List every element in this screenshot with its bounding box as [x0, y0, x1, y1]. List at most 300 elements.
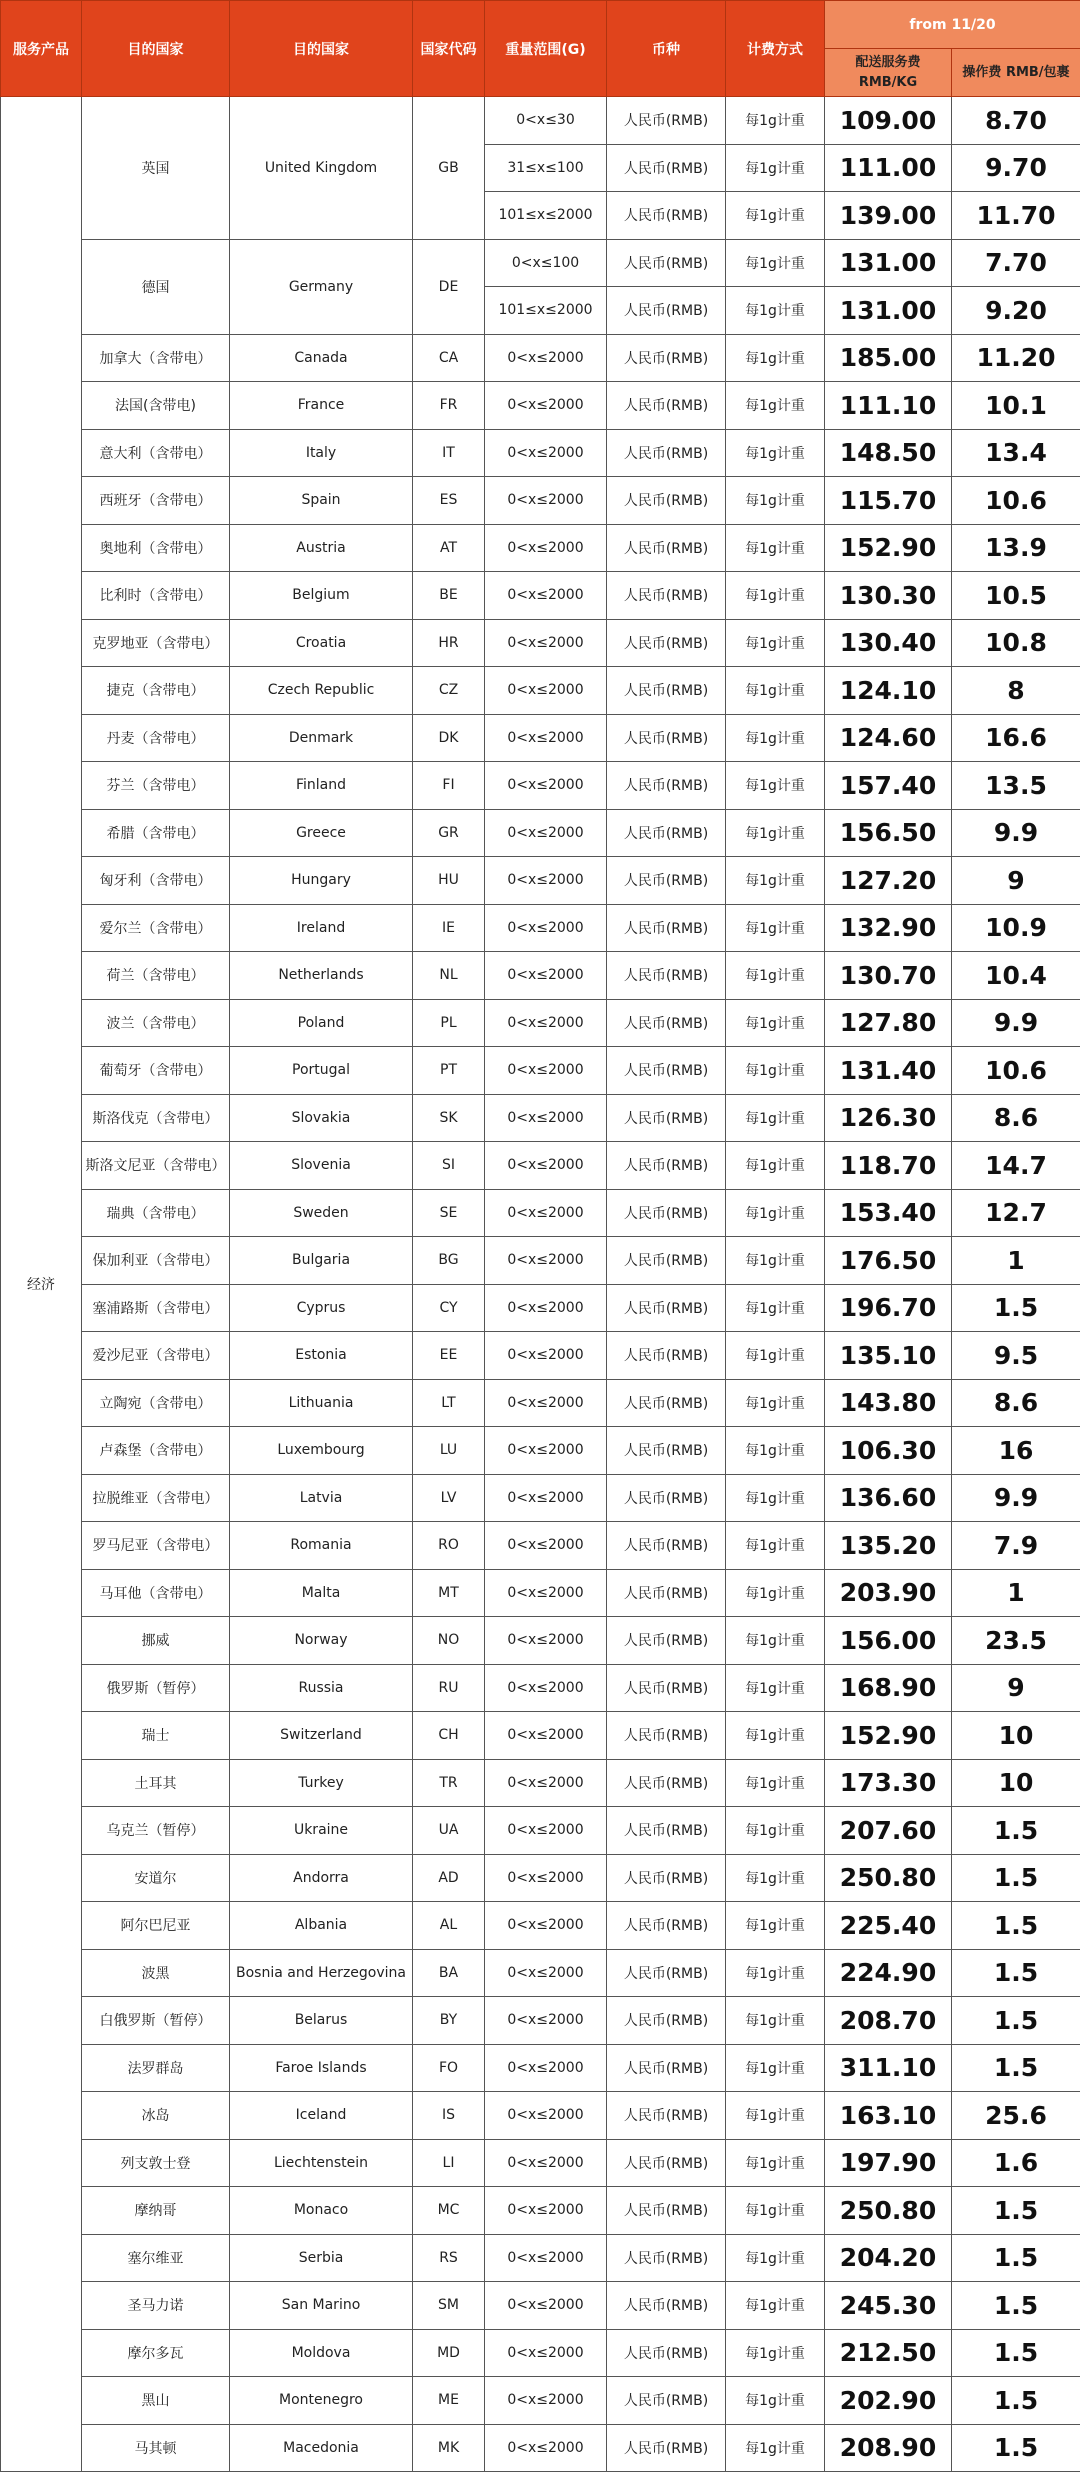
- billing-method: 每1g计重: [726, 619, 825, 667]
- country-name-cn: 波黑: [82, 1949, 230, 1997]
- billing-method: 每1g计重: [726, 1379, 825, 1427]
- country-code: PL: [413, 999, 485, 1047]
- currency: 人民币(RMB): [607, 1997, 726, 2045]
- country-code: GR: [413, 809, 485, 857]
- currency: 人民币(RMB): [607, 999, 726, 1047]
- handling-fee-value: 1: [952, 1569, 1080, 1617]
- weight-range: 0<x≤2000: [485, 2187, 607, 2235]
- billing-method: 每1g计重: [726, 1189, 825, 1237]
- country-name-cn: 列支敦士登: [82, 2139, 230, 2187]
- weight-range: 0<x≤2000: [485, 1617, 607, 1665]
- country-name-cn: 克罗地亚（含带电）: [82, 619, 230, 667]
- billing-method: 每1g计重: [726, 2424, 825, 2472]
- country-name-en: Spain: [230, 477, 413, 525]
- country-code: ME: [413, 2377, 485, 2425]
- country-name-en: Switzerland: [230, 1712, 413, 1760]
- country-name-cn: 葡萄牙（含带电）: [82, 1047, 230, 1095]
- weight-range: 0<x≤2000: [485, 1284, 607, 1332]
- country-name-en: Albania: [230, 1902, 413, 1950]
- currency: 人民币(RMB): [607, 2092, 726, 2140]
- country-name-en: Montenegro: [230, 2377, 413, 2425]
- country-name-cn: 爱沙尼亚（含带电）: [82, 1332, 230, 1380]
- weight-range: 0<x≤2000: [485, 1854, 607, 1902]
- country-name-en: Ireland: [230, 904, 413, 952]
- table-row: [1, 952, 1080, 1000]
- weight-range: 0<x≤2000: [485, 1189, 607, 1237]
- currency: 人民币(RMB): [607, 2377, 726, 2425]
- handling-fee-value: 10.1: [952, 382, 1080, 430]
- handling-fee-value: 14.7: [952, 1142, 1080, 1190]
- table-row: [1, 1617, 1080, 1665]
- billing-method: 每1g计重: [726, 1617, 825, 1665]
- handling-fee-value: 13.5: [952, 762, 1080, 810]
- weight-range: 0<x≤2000: [485, 429, 607, 477]
- country-name-en: Moldova: [230, 2329, 413, 2377]
- billing-method: 每1g计重: [726, 2282, 825, 2330]
- country-name-en: Norway: [230, 1617, 413, 1665]
- handling-fee-value: 1.5: [952, 2377, 1080, 2425]
- country-name-en: Serbia: [230, 2234, 413, 2282]
- handling-fee-value: 10: [952, 1712, 1080, 1760]
- country-code: LV: [413, 1474, 485, 1522]
- delivery-fee-value: 148.50: [825, 429, 952, 477]
- currency: 人民币(RMB): [607, 1522, 726, 1570]
- table-row: [1, 2234, 1080, 2282]
- country-name-cn: 荷兰（含带电）: [82, 952, 230, 1000]
- delivery-fee-value: 111.10: [825, 382, 952, 430]
- delivery-fee-value: 208.70: [825, 1997, 952, 2045]
- delivery-fee-value: 136.60: [825, 1474, 952, 1522]
- billing-method: 每1g计重: [726, 192, 825, 240]
- billing-method: 每1g计重: [726, 1522, 825, 1570]
- table-row: [1, 1854, 1080, 1902]
- country-name-cn: 奥地利（含带电）: [82, 524, 230, 572]
- weight-range: 0<x≤2000: [485, 999, 607, 1047]
- country-name-cn: 土耳其: [82, 1759, 230, 1807]
- country-code: RU: [413, 1664, 485, 1712]
- country-code: IT: [413, 429, 485, 477]
- handling-fee-value: 7.70: [952, 239, 1080, 287]
- country-name-en: Finland: [230, 762, 413, 810]
- handling-fee-value: 1.6: [952, 2139, 1080, 2187]
- billing-method: 每1g计重: [726, 334, 825, 382]
- delivery-fee-value: 135.20: [825, 1522, 952, 1570]
- billing-method: 每1g计重: [726, 2187, 825, 2235]
- billing-method: 每1g计重: [726, 904, 825, 952]
- weight-range: 0<x≤2000: [485, 1759, 607, 1807]
- country-name-cn: 阿尔巴尼亚: [82, 1902, 230, 1950]
- weight-range: 0<x≤2000: [485, 952, 607, 1000]
- table-row: [1, 1807, 1080, 1855]
- country-name-cn: 爱尔兰（含带电）: [82, 904, 230, 952]
- currency: 人民币(RMB): [607, 97, 726, 145]
- delivery-fee-value: 130.40: [825, 619, 952, 667]
- delivery-fee-value: 124.60: [825, 714, 952, 762]
- currency: 人民币(RMB): [607, 1427, 726, 1475]
- country-name-cn: 冰岛: [82, 2092, 230, 2140]
- country-name-en: Sweden: [230, 1189, 413, 1237]
- billing-method: 每1g计重: [726, 429, 825, 477]
- billing-method: 每1g计重: [726, 477, 825, 525]
- weight-range: 31≤x≤100: [485, 144, 607, 192]
- delivery-fee-value: 250.80: [825, 2187, 952, 2235]
- currency: 人民币(RMB): [607, 2187, 726, 2235]
- handling-fee-value: 1: [952, 1237, 1080, 1285]
- delivery-fee-value: 152.90: [825, 1712, 952, 1760]
- billing-method: 每1g计重: [726, 2377, 825, 2425]
- delivery-fee-value: 202.90: [825, 2377, 952, 2425]
- country-name-en: Slovenia: [230, 1142, 413, 1190]
- delivery-fee-value: 127.80: [825, 999, 952, 1047]
- handling-fee-value: 25.6: [952, 2092, 1080, 2140]
- country-name-cn: 丹麦（含带电）: [82, 714, 230, 762]
- delivery-fee-value: 143.80: [825, 1379, 952, 1427]
- billing-method: 每1g计重: [726, 1664, 825, 1712]
- handling-fee-value: 9: [952, 857, 1080, 905]
- country-name-en: Liechtenstein: [230, 2139, 413, 2187]
- weight-range: 0<x≤2000: [485, 1664, 607, 1712]
- country-name-en: Czech Republic: [230, 667, 413, 715]
- country-name-en: Poland: [230, 999, 413, 1047]
- handling-fee-value: 10.9: [952, 904, 1080, 952]
- weight-range: 101≤x≤2000: [485, 287, 607, 335]
- delivery-fee-value: 225.40: [825, 1902, 952, 1950]
- billing-method: 每1g计重: [726, 1094, 825, 1142]
- handling-fee-value: 16.6: [952, 714, 1080, 762]
- currency: 人民币(RMB): [607, 904, 726, 952]
- country-name-cn: 法国(含带电): [82, 382, 230, 430]
- billing-method: 每1g计重: [726, 1569, 825, 1617]
- country-name-en: San Marino: [230, 2282, 413, 2330]
- currency: 人民币(RMB): [607, 2329, 726, 2377]
- country-name-cn: 摩尔多瓦: [82, 2329, 230, 2377]
- handling-fee-value: 9.5: [952, 1332, 1080, 1380]
- handling-fee-value: 7.9: [952, 1522, 1080, 1570]
- country-code: FI: [413, 762, 485, 810]
- weight-range: 0<x≤2000: [485, 1237, 607, 1285]
- country-name-en: Bulgaria: [230, 1237, 413, 1285]
- handling-fee-value: 10.8: [952, 619, 1080, 667]
- table-row: [1, 1712, 1080, 1760]
- country-code: BA: [413, 1949, 485, 1997]
- delivery-fee-value: 118.70: [825, 1142, 952, 1190]
- table-row: [1, 2092, 1080, 2140]
- country-name-en: Slovakia: [230, 1094, 413, 1142]
- billing-method: 每1g计重: [726, 809, 825, 857]
- country-name-en: Belarus: [230, 1997, 413, 2045]
- weight-range: 0<x≤2000: [485, 2329, 607, 2377]
- billing-method: 每1g计重: [726, 1712, 825, 1760]
- currency: 人民币(RMB): [607, 287, 726, 335]
- table-row: [1, 239, 1080, 287]
- country-code: MD: [413, 2329, 485, 2377]
- country-code: LI: [413, 2139, 485, 2187]
- country-code: DK: [413, 714, 485, 762]
- currency: 人民币(RMB): [607, 762, 726, 810]
- table-row: [1, 999, 1080, 1047]
- country-code: FO: [413, 2044, 485, 2092]
- table-row: [1, 1949, 1080, 1997]
- currency: 人民币(RMB): [607, 192, 726, 240]
- handling-fee-value: 8.6: [952, 1379, 1080, 1427]
- table-row: [1, 2044, 1080, 2092]
- country-name-cn: 马其顿: [82, 2424, 230, 2472]
- country-name-en: France: [230, 382, 413, 430]
- delivery-fee-value: 207.60: [825, 1807, 952, 1855]
- weight-range: 0<x≤2000: [485, 1474, 607, 1522]
- country-name-en: Latvia: [230, 1474, 413, 1522]
- header-handling-fee: 操作费 RMB/包裹: [952, 49, 1080, 97]
- currency: 人民币(RMB): [607, 429, 726, 477]
- country-name-en: Iceland: [230, 2092, 413, 2140]
- country-name-en: Germany: [230, 239, 413, 334]
- table-row: [1, 1522, 1080, 1570]
- country-name-cn: 斯洛文尼亚（含带电）: [82, 1142, 230, 1190]
- weight-range: 0<x≤2000: [485, 1949, 607, 1997]
- country-code: SI: [413, 1142, 485, 1190]
- delivery-fee-value: 131.00: [825, 287, 952, 335]
- billing-method: 每1g计重: [726, 1332, 825, 1380]
- country-code: MK: [413, 2424, 485, 2472]
- billing-method: 每1g计重: [726, 762, 825, 810]
- country-code: BG: [413, 1237, 485, 1285]
- table-row: [1, 477, 1080, 525]
- table-row: [1, 1379, 1080, 1427]
- country-code: HU: [413, 857, 485, 905]
- country-code: SK: [413, 1094, 485, 1142]
- delivery-fee-value: 135.10: [825, 1332, 952, 1380]
- table-row: [1, 809, 1080, 857]
- weight-range: 0<x≤2000: [485, 2377, 607, 2425]
- delivery-fee-value: 173.30: [825, 1759, 952, 1807]
- billing-method: 每1g计重: [726, 382, 825, 430]
- handling-fee-value: 8: [952, 667, 1080, 715]
- weight-range: 0<x≤2000: [485, 1569, 607, 1617]
- country-name-en: Russia: [230, 1664, 413, 1712]
- delivery-fee-value: 245.30: [825, 2282, 952, 2330]
- weight-range: 0<x≤2000: [485, 2282, 607, 2330]
- billing-method: 每1g计重: [726, 1807, 825, 1855]
- table-row: [1, 619, 1080, 667]
- currency: 人民币(RMB): [607, 144, 726, 192]
- currency: 人民币(RMB): [607, 1902, 726, 1950]
- country-code: EE: [413, 1332, 485, 1380]
- country-name-cn: 挪威: [82, 1617, 230, 1665]
- country-code: SM: [413, 2282, 485, 2330]
- country-name-cn: 塞尔维亚: [82, 2234, 230, 2282]
- country-code: MC: [413, 2187, 485, 2235]
- country-name-cn: 罗马尼亚（含带电）: [82, 1522, 230, 1570]
- country-code: IE: [413, 904, 485, 952]
- country-name-en: Macedonia: [230, 2424, 413, 2472]
- handling-fee-value: 13.9: [952, 524, 1080, 572]
- billing-method: 每1g计重: [726, 2044, 825, 2092]
- delivery-fee-value: 130.70: [825, 952, 952, 1000]
- weight-range: 0<x≤2000: [485, 1997, 607, 2045]
- currency: 人民币(RMB): [607, 619, 726, 667]
- weight-range: 0<x≤2000: [485, 334, 607, 382]
- header-destination-cn: 目的国家: [82, 1, 230, 97]
- delivery-fee-value: 131.00: [825, 239, 952, 287]
- currency: 人民币(RMB): [607, 1569, 726, 1617]
- country-code: CH: [413, 1712, 485, 1760]
- delivery-fee-value: 109.00: [825, 97, 952, 145]
- weight-range: 0<x≤2000: [485, 572, 607, 620]
- country-name-cn: 意大利（含带电）: [82, 429, 230, 477]
- weight-range: 0<x≤2000: [485, 1047, 607, 1095]
- country-name-en: Greece: [230, 809, 413, 857]
- country-name-cn: 芬兰（含带电）: [82, 762, 230, 810]
- weight-range: 0<x≤2000: [485, 477, 607, 525]
- weight-range: 0<x≤2000: [485, 619, 607, 667]
- weight-range: 0<x≤2000: [485, 1094, 607, 1142]
- weight-range: 0<x≤2000: [485, 382, 607, 430]
- handling-fee-value: 9.70: [952, 144, 1080, 192]
- country-code: TR: [413, 1759, 485, 1807]
- handling-fee-value: 1.5: [952, 2187, 1080, 2235]
- handling-fee-value: 11.70: [952, 192, 1080, 240]
- currency: 人民币(RMB): [607, 1617, 726, 1665]
- country-name-cn: 加拿大（含带电）: [82, 334, 230, 382]
- weight-range: 0<x≤2000: [485, 857, 607, 905]
- table-row: [1, 334, 1080, 382]
- country-name-en: Denmark: [230, 714, 413, 762]
- country-name-en: Portugal: [230, 1047, 413, 1095]
- weight-range: 0<x≤2000: [485, 1807, 607, 1855]
- handling-fee-value: 1.5: [952, 2424, 1080, 2472]
- country-code: LT: [413, 1379, 485, 1427]
- weight-range: 0<x≤2000: [485, 714, 607, 762]
- country-code: RS: [413, 2234, 485, 2282]
- table-row: [1, 2377, 1080, 2425]
- country-name-cn: 斯洛伐克（含带电）: [82, 1094, 230, 1142]
- country-name-cn: 西班牙（含带电）: [82, 477, 230, 525]
- table-row: [1, 1189, 1080, 1237]
- table-row: [1, 1474, 1080, 1522]
- billing-method: 每1g计重: [726, 1284, 825, 1332]
- table-row: [1, 1997, 1080, 2045]
- delivery-fee-value: 163.10: [825, 2092, 952, 2140]
- billing-method: 每1g计重: [726, 1237, 825, 1285]
- weight-range: 0<x≤2000: [485, 904, 607, 952]
- handling-fee-value: 1.5: [952, 2329, 1080, 2377]
- currency: 人民币(RMB): [607, 382, 726, 430]
- country-code: CZ: [413, 667, 485, 715]
- delivery-fee-value: 156.00: [825, 1617, 952, 1665]
- currency: 人民币(RMB): [607, 1712, 726, 1760]
- country-name-en: Croatia: [230, 619, 413, 667]
- billing-method: 每1g计重: [726, 239, 825, 287]
- billing-method: 每1g计重: [726, 667, 825, 715]
- country-name-en: Hungary: [230, 857, 413, 905]
- currency: 人民币(RMB): [607, 857, 726, 905]
- country-name-en: Netherlands: [230, 952, 413, 1000]
- handling-fee-value: 9: [952, 1664, 1080, 1712]
- country-name-cn: 白俄罗斯（暂停）: [82, 1997, 230, 2045]
- currency: 人民币(RMB): [607, 1094, 726, 1142]
- delivery-fee-value: 250.80: [825, 1854, 952, 1902]
- country-name-en: Belgium: [230, 572, 413, 620]
- header-currency: 币种: [607, 1, 726, 97]
- billing-method: 每1g计重: [726, 524, 825, 572]
- country-name-en: Canada: [230, 334, 413, 382]
- billing-method: 每1g计重: [726, 1854, 825, 1902]
- currency: 人民币(RMB): [607, 2234, 726, 2282]
- handling-fee-value: 1.5: [952, 1284, 1080, 1332]
- country-code: FR: [413, 382, 485, 430]
- table-row: [1, 857, 1080, 905]
- handling-fee-value: 13.4: [952, 429, 1080, 477]
- table-row: [1, 2329, 1080, 2377]
- handling-fee-value: 1.5: [952, 2044, 1080, 2092]
- country-code: LU: [413, 1427, 485, 1475]
- table-row: [1, 1759, 1080, 1807]
- weight-range: 0<x≤2000: [485, 1379, 607, 1427]
- handling-fee-value: 8.70: [952, 97, 1080, 145]
- country-name-en: Andorra: [230, 1854, 413, 1902]
- billing-method: 每1g计重: [726, 1902, 825, 1950]
- currency: 人民币(RMB): [607, 2424, 726, 2472]
- billing-method: 每1g计重: [726, 1427, 825, 1475]
- billing-method: 每1g计重: [726, 1759, 825, 1807]
- handling-fee-value: 8.6: [952, 1094, 1080, 1142]
- rate-table-body: [1, 97, 1080, 2472]
- country-name-en: Luxembourg: [230, 1427, 413, 1475]
- header-destination-en: 目的国家: [230, 1, 413, 97]
- handling-fee-value: 10: [952, 1759, 1080, 1807]
- country-code: SE: [413, 1189, 485, 1237]
- header-weight-range: 重量范围(G): [485, 1, 607, 97]
- handling-fee-value: 1.5: [952, 2282, 1080, 2330]
- weight-range: 0<x≤2000: [485, 762, 607, 810]
- table-row: [1, 97, 1080, 145]
- country-code: UA: [413, 1807, 485, 1855]
- billing-method: 每1g计重: [726, 1949, 825, 1997]
- country-name-cn: 保加利亚（含带电）: [82, 1237, 230, 1285]
- table-row: [1, 1094, 1080, 1142]
- table-row: [1, 714, 1080, 762]
- billing-method: 每1g计重: [726, 2329, 825, 2377]
- billing-method: 每1g计重: [726, 144, 825, 192]
- billing-method: 每1g计重: [726, 857, 825, 905]
- weight-range: 0<x≤2000: [485, 2092, 607, 2140]
- currency: 人民币(RMB): [607, 524, 726, 572]
- country-code: AD: [413, 1854, 485, 1902]
- currency: 人民币(RMB): [607, 1237, 726, 1285]
- table-row: [1, 2139, 1080, 2187]
- country-name-en: Faroe Islands: [230, 2044, 413, 2092]
- handling-fee-value: 9.20: [952, 287, 1080, 335]
- currency: 人民币(RMB): [607, 1284, 726, 1332]
- billing-method: 每1g计重: [726, 999, 825, 1047]
- country-name-cn: 立陶宛（含带电）: [82, 1379, 230, 1427]
- handling-fee-value: 1.5: [952, 1997, 1080, 2045]
- currency: 人民币(RMB): [607, 2139, 726, 2187]
- delivery-fee-value: 212.50: [825, 2329, 952, 2377]
- header-effective-date: from 11/20: [825, 1, 1080, 49]
- country-name-en: Ukraine: [230, 1807, 413, 1855]
- delivery-fee-value: 197.90: [825, 2139, 952, 2187]
- country-name-cn: 马耳他（含带电）: [82, 1569, 230, 1617]
- table-row: [1, 382, 1080, 430]
- handling-fee-value: 9.9: [952, 809, 1080, 857]
- handling-fee-value: 1.5: [952, 1854, 1080, 1902]
- currency: 人民币(RMB): [607, 809, 726, 857]
- handling-fee-value: 11.20: [952, 334, 1080, 382]
- billing-method: 每1g计重: [726, 1047, 825, 1095]
- billing-method: 每1g计重: [726, 1997, 825, 2045]
- country-name-cn: 比利时（含带电）: [82, 572, 230, 620]
